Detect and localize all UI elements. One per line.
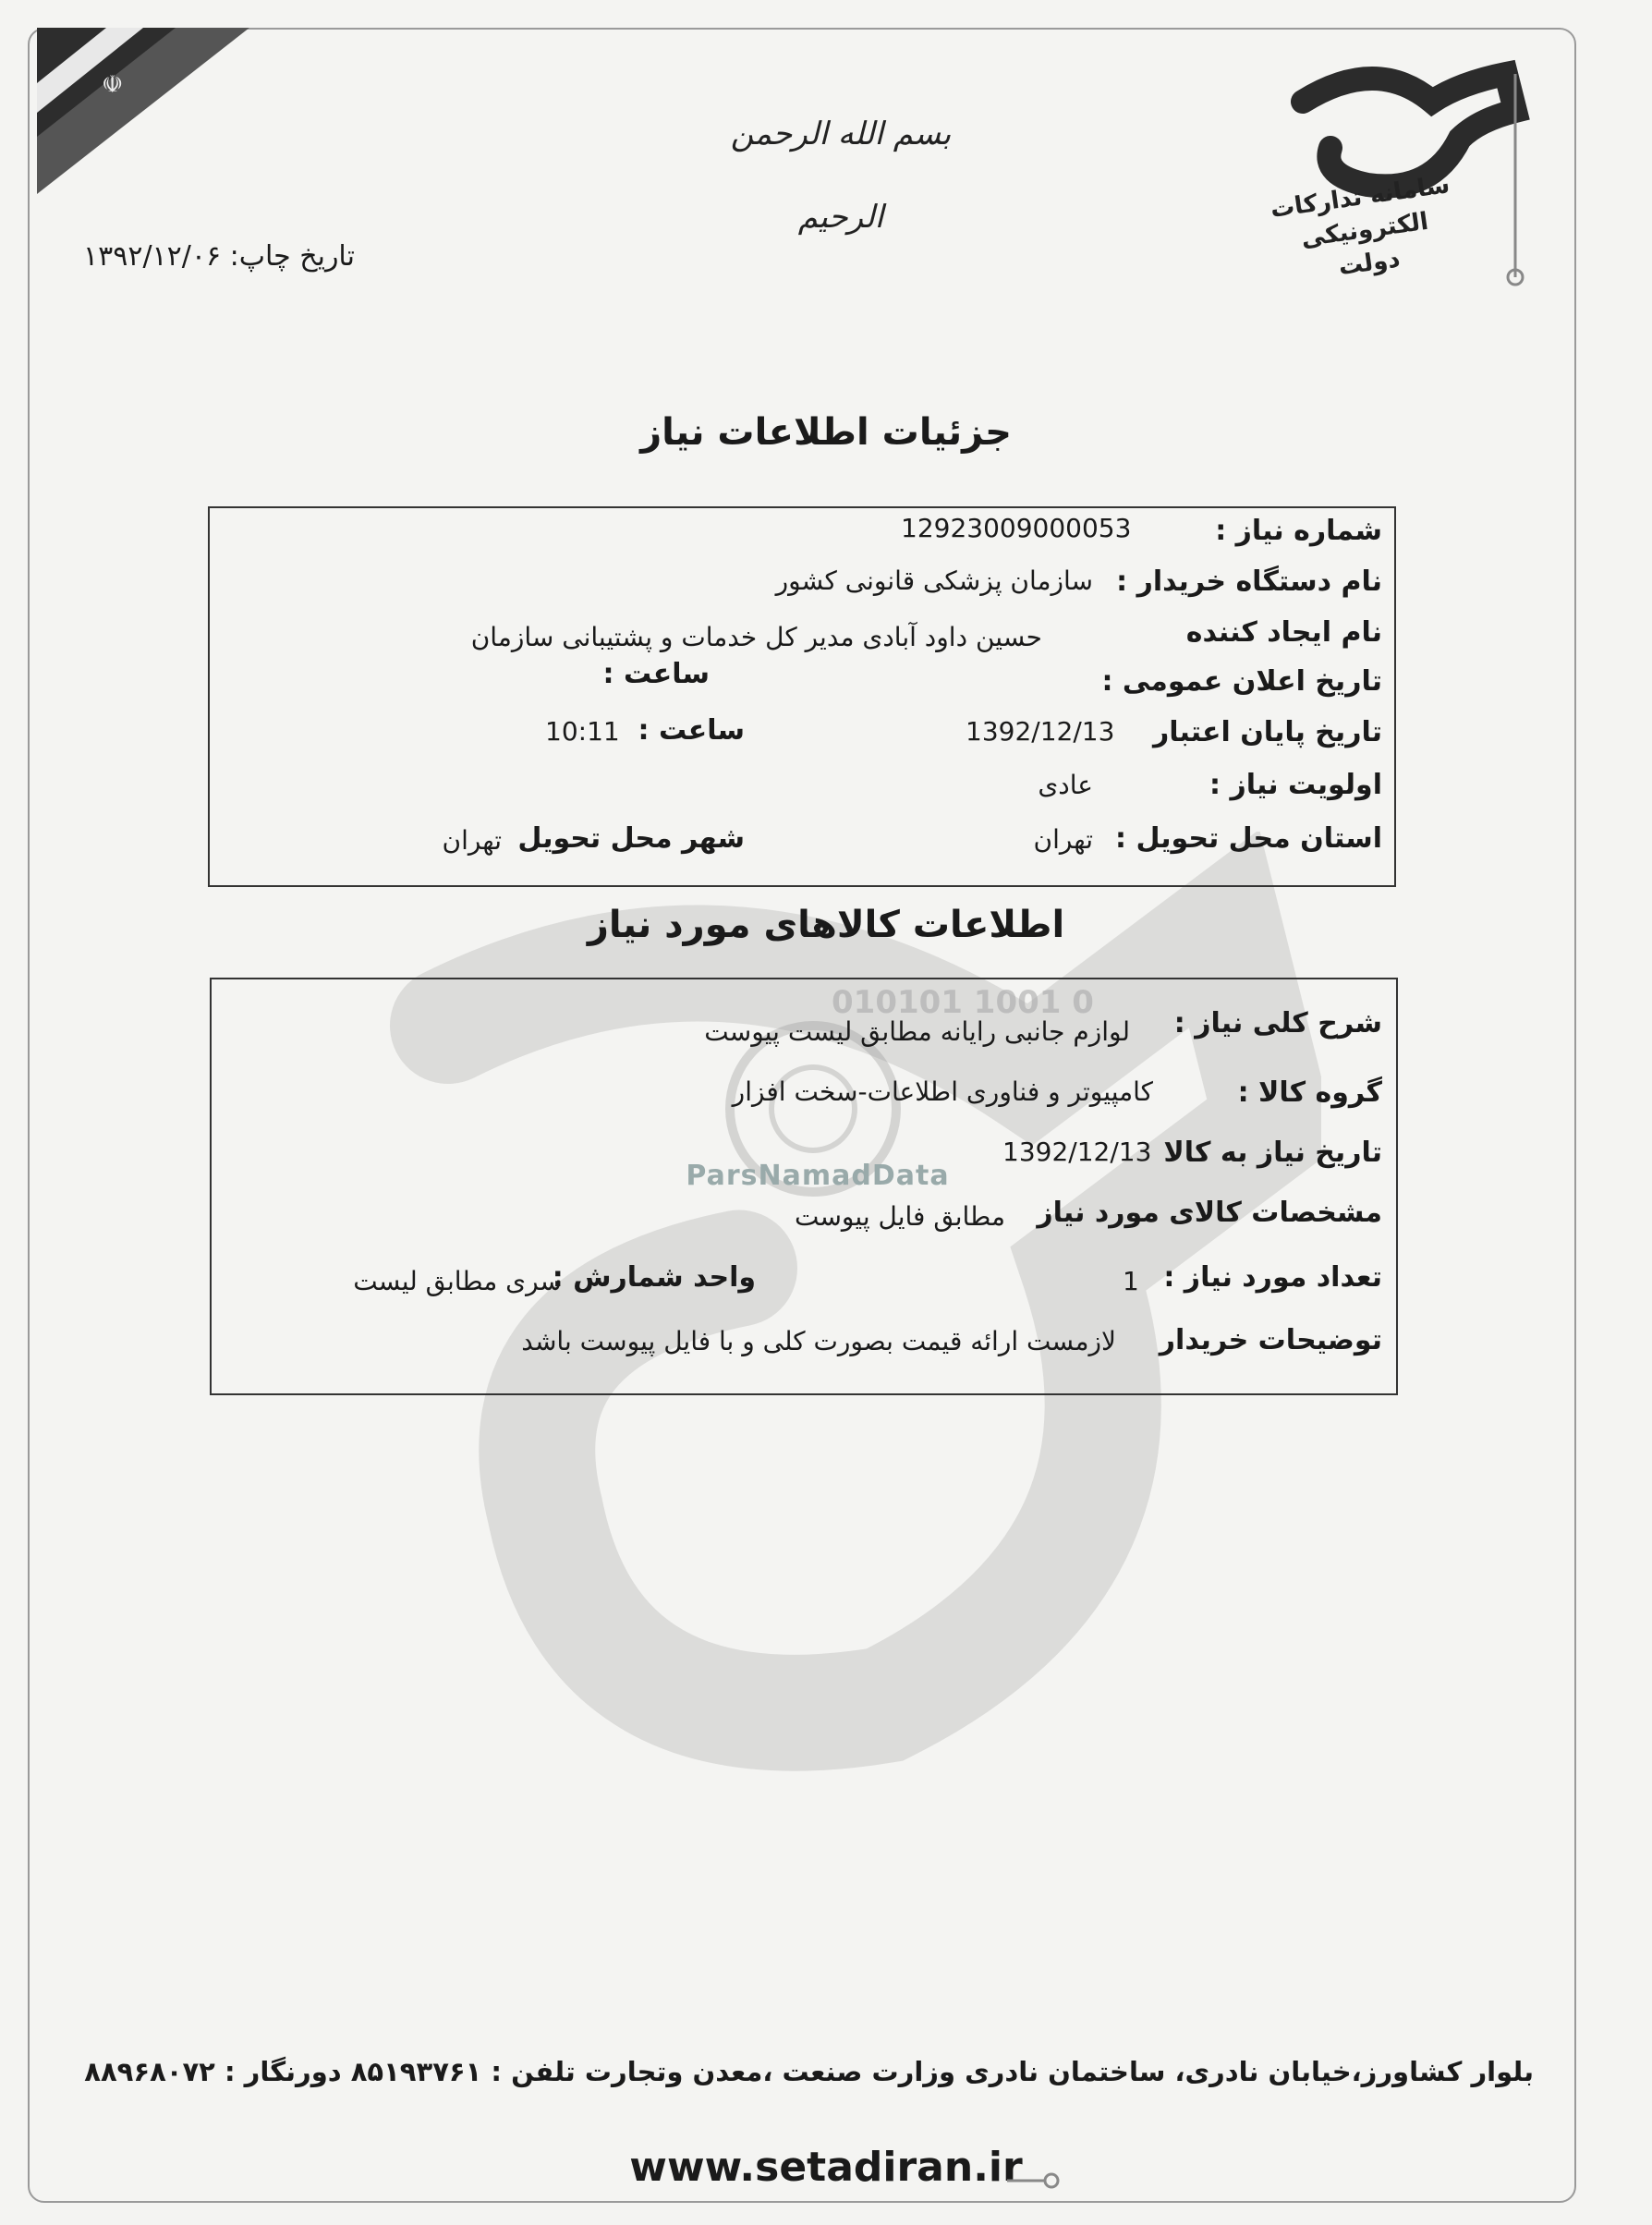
group-label: گروه کالا :: [1237, 1076, 1382, 1109]
creator-label: نام ایجاد کننده: [1185, 616, 1382, 649]
creator-value: حسین داود آبادی مدیر کل خدمات و پشتیبانی سازمان: [470, 622, 1042, 652]
goods-info-title: اطلاعات کالاهای مورد نیاز: [587, 904, 1065, 946]
watermark-digits: 010101 1001 0: [832, 984, 1094, 1021]
province-value: تهران: [1033, 824, 1093, 855]
need-details-title: جزئیات اطلاعات نیاز: [640, 411, 1012, 454]
footer-decoration-icon: [1007, 2167, 1063, 2195]
announce-time-label: ساعت :: [602, 658, 710, 690]
qty-label: تعداد مورد نیاز :: [1163, 1261, 1382, 1294]
announce-date-label: تاریخ اعلان عمومی :: [1101, 665, 1382, 698]
unit-value: سری مطابق لیست: [353, 1266, 562, 1296]
need-date-label: تاریخ نیاز به کالا: [1163, 1137, 1382, 1169]
need-number: 12923009000053: [901, 513, 1132, 543]
specs-value: مطابق فایل پیوست: [794, 1201, 1005, 1232]
validity-time-label: ساعت :: [638, 714, 745, 747]
validity-label: تاریخ پایان اعتبار: [1152, 716, 1382, 748]
validity-time: 10:11: [545, 716, 620, 747]
province-label: استان محل تحویل :: [1115, 822, 1382, 855]
print-date: تاریخ چاپ: ۱۳۹۲/۱۲/۰۶: [83, 240, 355, 273]
validity-date: 1392/12/13: [966, 716, 1115, 747]
need-date: 1392/12/13: [1002, 1137, 1152, 1167]
summary-label: شرح کلی نیاز :: [1173, 1007, 1382, 1040]
svg-text:☫: ☫: [102, 71, 124, 99]
qty-value: 1: [1123, 1266, 1139, 1296]
specs-label: مشخصات کالای مورد نیاز: [1037, 1197, 1382, 1229]
city-label: شهر محل تحویل: [517, 822, 745, 855]
buyer-label: نام دستگاه خریدار :: [1116, 565, 1382, 598]
priority-label: اولویت نیاز :: [1209, 769, 1382, 801]
logo-caption: سامانه تدارکات الکترونیکی دولت: [1269, 171, 1452, 282]
iran-flag-emblem: [37, 28, 249, 194]
parsnamad-watermark-text: ParsNamadData: [686, 1160, 950, 1192]
unit-label: واحد شمارش :: [552, 1261, 756, 1294]
bismillah-calligraphy: بسم الله الرحمن الرحیم: [730, 116, 952, 236]
footer-address: بلوار کشاورز،خیابان نادری، ساختمان نادری وزارت صنعت ،معدن وتجارت تلفن : ۸۵۱۹۳۷۶۱ دورنگار : ۸۸۹۶۸۰۷۲: [84, 2056, 1534, 2087]
notes-value: لازمست ارائه قیمت بصورت کلی و با فایل پیوست باشد: [521, 1326, 1116, 1356]
buyer-value: سازمان پزشکی قانونی کشور: [775, 565, 1093, 596]
group-value: کامپیوتر و فناوری اطلاعات-سخت افزار: [732, 1076, 1153, 1107]
need-number-label: شماره نیاز :: [1215, 515, 1382, 547]
city-value: تهران: [442, 825, 502, 856]
notes-label: توضیحات خریدار: [1159, 1324, 1382, 1356]
footer-url: www.setadiran.ir: [629, 2144, 1023, 2191]
summary-value: لوازم جانبی رایانه مطابق لیست پیوست: [704, 1016, 1130, 1047]
priority-value: عادی: [1038, 770, 1093, 800]
